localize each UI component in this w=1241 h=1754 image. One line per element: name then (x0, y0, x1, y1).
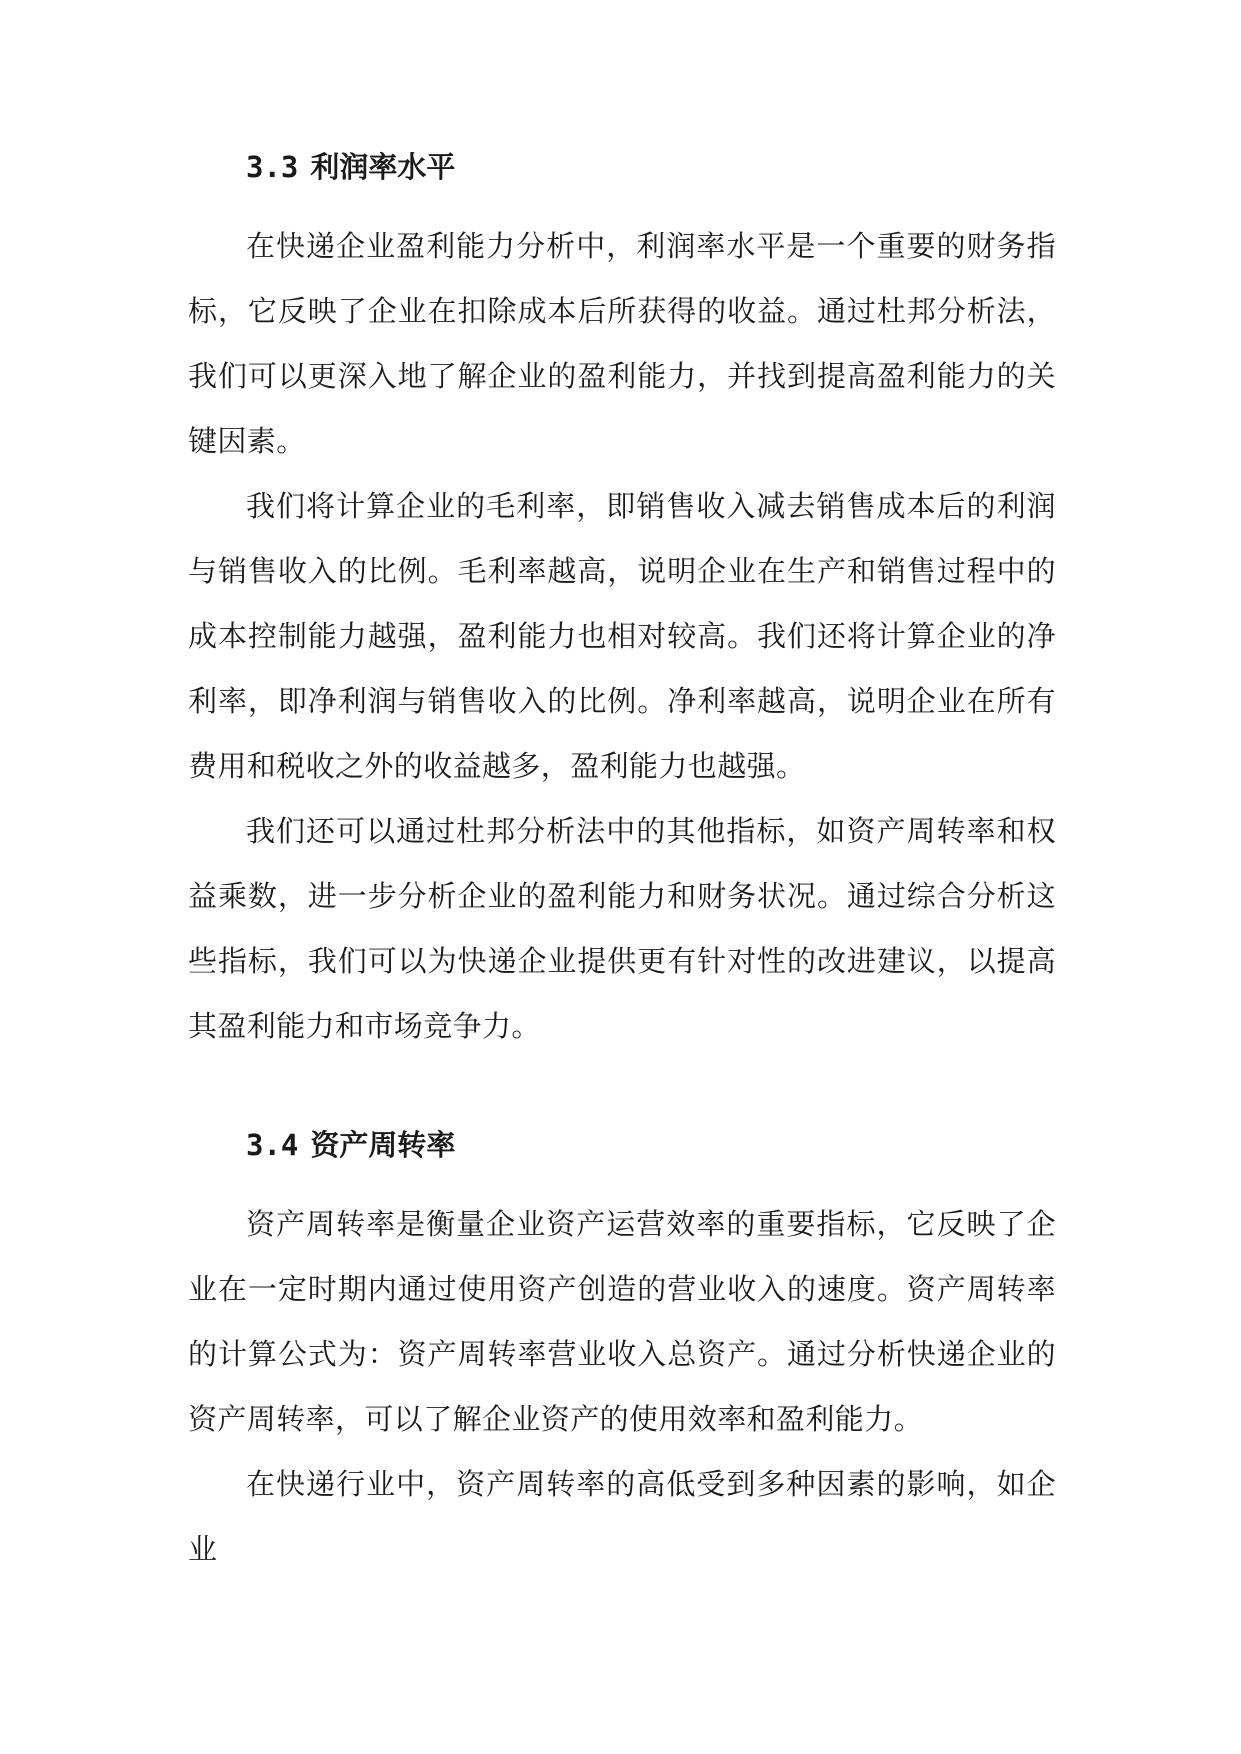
paragraph: 资产周转率是衡量企业资产运营效率的重要指标，它反映了企业在一定时期内通过使用资产创造的营业收入的速度。资产周转率的计算公式为：资产周转率营业收入总资产。通过分析快递企业的资产周转率，可以了解企业资产的使用效率和盈利能力。 (188, 1207, 1056, 1436)
paragraph: 在快递行业中，资产周转率的高低受到多种因素的影响，如企业 (188, 1467, 1056, 1566)
section-title: 资产周转率 (310, 1128, 456, 1162)
section-heading-3-4 (188, 1118, 1056, 1172)
section-number: 3.3 (246, 150, 299, 184)
section-spacer (188, 1059, 1056, 1118)
paragraph: 我们将计算企业的毛利率，即销售收入减去销售成本后的利润与销售收入的比例。毛利率越高，说明企业在生产和销售过程中的成本控制能力越强，盈利能力也相对较高。我们还将计算企业的净利率，即净利润与销售收入的比例。净利率越高，说明企业在所有费用和税收之外的收益越多，盈利能力也越强。 (188, 489, 1056, 783)
paragraph: 在快递企业盈利能力分析中，利润率水平是一个重要的财务指标，它反映了企业在扣除成本后所获得的收益。通过杜邦分析法，我们可以更深入地了解企业的盈利能力，并找到提高盈利能力的关键因素。 (188, 229, 1056, 458)
page-content (188, 140, 1056, 1582)
section-number: 3.4 (246, 1128, 299, 1162)
section-title: 利润率水平 (310, 150, 456, 184)
paragraph: 我们还可以通过杜邦分析法中的其他指标，如资产周转率和权益乘数，进一步分析企业的盈利能力和财务状况。通过综合分析这些指标，我们可以为快递企业提供更有针对性的改进建议，以提高其盈利能力和市场竞争力。 (188, 814, 1056, 1043)
section-heading-3-3 (188, 140, 1056, 194)
